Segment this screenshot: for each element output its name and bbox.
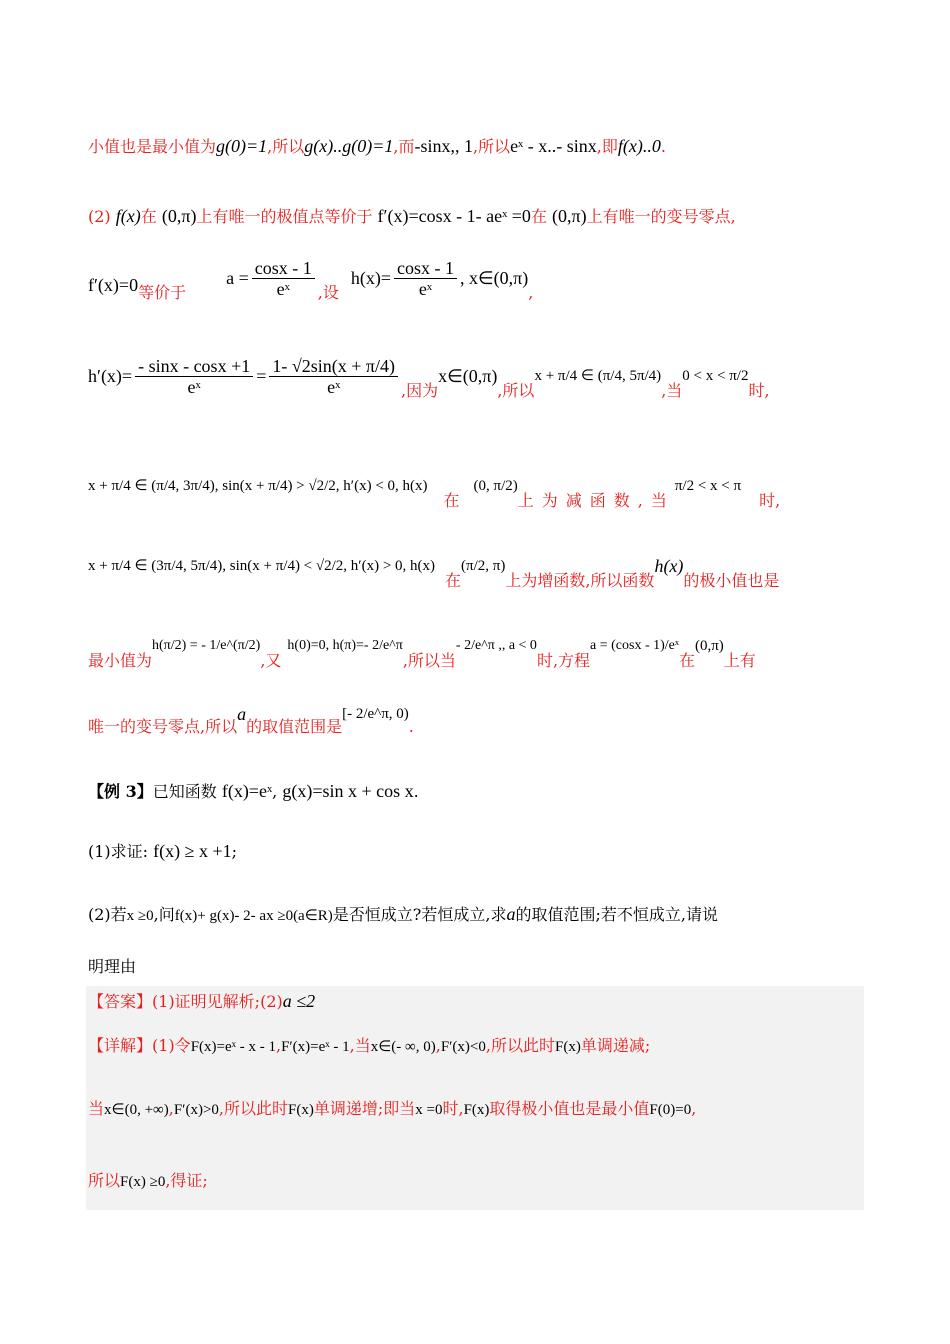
text: . bbox=[413, 782, 419, 801]
text: ,所以 bbox=[497, 381, 535, 400]
formula: f(x)=eˣ bbox=[221, 781, 273, 801]
detail-line-3 bbox=[88, 1170, 864, 1193]
text: 上有唯一的变号零点, bbox=[586, 207, 736, 226]
example-label: 【例 3】 bbox=[88, 782, 153, 801]
text: , bbox=[272, 782, 278, 801]
question-2-cont bbox=[88, 956, 864, 978]
fraction bbox=[135, 356, 253, 397]
text: (1)求证: bbox=[88, 842, 149, 861]
text: ,问 bbox=[153, 905, 175, 924]
text: 上有唯一的极值点等价于 bbox=[196, 207, 373, 226]
detail-line-2 bbox=[88, 1098, 864, 1121]
denominator: eˣ bbox=[276, 278, 290, 299]
text: 取得极小值也是最小值 bbox=[489, 1099, 650, 1118]
text: 的取值范围是 bbox=[246, 717, 343, 736]
formula: [- 2/e^π, 0) bbox=[342, 706, 409, 722]
solution-line-1 bbox=[88, 135, 864, 158]
text: 最小值为 bbox=[88, 651, 153, 670]
formula: F(x) bbox=[288, 1102, 314, 1118]
formula: π/2 < x < π bbox=[674, 478, 742, 494]
formula: a bbox=[506, 904, 516, 924]
formula: x ≥0 bbox=[126, 908, 154, 924]
solution-line-5 bbox=[88, 460, 864, 512]
fraction bbox=[394, 258, 457, 299]
text: 是否恒成立?若恒成立,求 bbox=[332, 905, 507, 924]
text: ,得证; bbox=[165, 1171, 208, 1190]
solution-line-2 bbox=[88, 205, 864, 228]
formula: F(x)=eˣ - x - 1 bbox=[190, 1039, 276, 1055]
text: ,因为 bbox=[400, 381, 439, 400]
text: ,所以 bbox=[267, 137, 305, 156]
formula: a = bbox=[226, 268, 249, 288]
formula: -sinx,, 1 bbox=[414, 136, 473, 156]
numerator: - sinx - cosx +1 bbox=[135, 356, 253, 377]
fraction bbox=[252, 258, 315, 299]
text: 单调递减; bbox=[580, 1036, 651, 1055]
text: ,所以此时 bbox=[218, 1099, 288, 1118]
denominator: eˣ bbox=[327, 376, 341, 397]
formula: x + π/4 ∈ (π/4, 3π/4), sin(x + π/4) > √2/2, h′(x) < 0, h(x) bbox=[88, 478, 428, 494]
text: ,当 bbox=[661, 381, 683, 400]
formula: x + π/4 ∈ (3π/4, 5π/4), sin(x + π/4) < √2/2, h′(x) > 0, h(x) bbox=[88, 558, 436, 574]
text: (2)若 bbox=[88, 905, 127, 924]
formula: (π/2, π) bbox=[461, 558, 506, 574]
formula: a bbox=[237, 704, 247, 724]
text: 时, bbox=[442, 1099, 464, 1118]
formula: a ≤2 bbox=[282, 991, 316, 1011]
text: ,设 bbox=[317, 283, 339, 302]
numerator: 1- √2sin(x + π/4) bbox=[269, 356, 398, 377]
text: 在 bbox=[140, 207, 157, 226]
solution-line-7 bbox=[88, 620, 864, 672]
detail-line-1 bbox=[88, 1035, 864, 1058]
text: 唯一的变号零点,所以 bbox=[88, 717, 238, 736]
question-2 bbox=[88, 903, 864, 927]
fraction bbox=[269, 356, 398, 397]
solution-line-6 bbox=[88, 540, 864, 592]
text: 当 bbox=[88, 1099, 105, 1118]
formula: a = (cosx - 1)/eˣ bbox=[590, 638, 679, 653]
formula: f(x) ≥ x +1 bbox=[153, 841, 232, 861]
text: , bbox=[275, 1036, 282, 1055]
formula: (0,π) bbox=[694, 638, 724, 654]
formula: h′(x)= bbox=[88, 366, 133, 386]
formula: (0, π/2) bbox=[473, 478, 518, 494]
text: ,即 bbox=[596, 137, 618, 156]
text: 明理由 bbox=[88, 957, 137, 976]
formula: F′(x)=eˣ - 1 bbox=[281, 1039, 350, 1055]
solution-line-4 bbox=[88, 350, 864, 402]
text: 已知函数 bbox=[152, 782, 217, 801]
formula: g(0)=1 bbox=[216, 136, 268, 156]
formula: F(0)=0 bbox=[649, 1102, 692, 1118]
text: 的极小值也是 bbox=[683, 571, 780, 590]
example-3-heading bbox=[88, 780, 864, 803]
formula: f′(x)=0 bbox=[88, 275, 139, 295]
formula: x∈(- ∞, 0) bbox=[370, 1039, 436, 1055]
formula: = bbox=[256, 366, 267, 386]
formula: 0 < x < π/2 bbox=[682, 368, 749, 384]
formula: (0,π) bbox=[552, 206, 587, 226]
answer-label: 【答案】 bbox=[88, 992, 153, 1011]
formula: f′(x)=cosx - 1- aeˣ =0 bbox=[377, 206, 531, 226]
text: 时,方程 bbox=[536, 651, 591, 670]
text: , bbox=[528, 283, 534, 302]
formula: (0,π) bbox=[161, 206, 197, 226]
text: 在 bbox=[678, 651, 695, 670]
part-label: (2) bbox=[88, 207, 111, 226]
text: . bbox=[408, 717, 414, 736]
text: ; bbox=[231, 842, 238, 861]
formula: F′(x)<0 bbox=[440, 1039, 486, 1055]
formula: x∈(0, +∞) bbox=[104, 1102, 169, 1118]
formula: x∈(0,π) bbox=[438, 366, 498, 386]
formula: F(x) ≥0 bbox=[120, 1174, 166, 1190]
text: 上为增函数,所以函数 bbox=[505, 571, 655, 590]
solution-line-3 bbox=[88, 252, 864, 304]
text: ,所以此时 bbox=[485, 1036, 555, 1055]
formula: f(x) bbox=[115, 206, 141, 226]
formula: , x∈(0,π) bbox=[459, 268, 529, 288]
formula: h(x) bbox=[654, 556, 684, 576]
text: 等价于 bbox=[138, 283, 187, 302]
formula: h(0)=0, h(π)=- 2/e^π bbox=[287, 638, 403, 653]
formula: f(x)+ g(x)- 2- ax ≥0(a∈R) bbox=[174, 908, 333, 924]
formula: f(x)..0 bbox=[617, 136, 661, 156]
question-1 bbox=[88, 840, 864, 863]
denominator: eˣ bbox=[418, 278, 433, 299]
formula: g(x)..g(0)=1 bbox=[304, 136, 394, 156]
text: 上为减函数,当 bbox=[517, 491, 675, 510]
formula: eˣ - x..- sinx bbox=[510, 136, 597, 156]
formula: h(π/2) = - 1/e^(π/2) bbox=[152, 638, 261, 653]
text: 在 bbox=[530, 207, 547, 226]
formula: F(x) bbox=[554, 1039, 581, 1055]
text: 所以 bbox=[88, 1171, 121, 1190]
formula: g(x)=sin x + cos x bbox=[282, 781, 414, 801]
text: ,又 bbox=[260, 651, 282, 670]
text: (1)令 bbox=[152, 1036, 191, 1055]
numerator: cosx - 1 bbox=[394, 258, 457, 279]
text: 在 bbox=[443, 491, 460, 510]
text: 在 bbox=[445, 571, 462, 590]
text: 小值也是最小值为 bbox=[88, 137, 217, 156]
text: , bbox=[168, 1099, 174, 1118]
formula: - 2/e^π ,, a < 0 bbox=[455, 638, 537, 653]
text: , bbox=[435, 1036, 441, 1055]
answer-line bbox=[88, 990, 864, 1013]
solution-line-8 bbox=[88, 690, 864, 738]
text: 时, bbox=[759, 491, 781, 510]
text: 上有 bbox=[723, 651, 756, 670]
text: ,所以 bbox=[472, 137, 511, 156]
text: 单调递增;即当 bbox=[313, 1099, 416, 1118]
denominator: eˣ bbox=[187, 376, 201, 397]
formula: x =0 bbox=[415, 1102, 443, 1118]
formula: F(x) bbox=[463, 1102, 490, 1118]
text: (1)证明见解析;(2) bbox=[152, 992, 283, 1011]
text: , bbox=[691, 1099, 697, 1118]
text: ,而 bbox=[393, 137, 415, 156]
formula: x + π/4 ∈ (π/4, 5π/4) bbox=[534, 368, 662, 384]
text: 时, bbox=[748, 381, 770, 400]
detail-label: 【详解】 bbox=[88, 1036, 153, 1055]
text: 的取值范围;若不恒成立,请说 bbox=[515, 905, 718, 924]
text: . bbox=[660, 137, 666, 156]
numerator: cosx - 1 bbox=[252, 258, 315, 279]
text: ,当 bbox=[349, 1036, 371, 1055]
formula: h(x)= bbox=[350, 268, 391, 288]
formula: F′(x)>0 bbox=[173, 1102, 219, 1118]
text: ,所以当 bbox=[402, 651, 456, 670]
